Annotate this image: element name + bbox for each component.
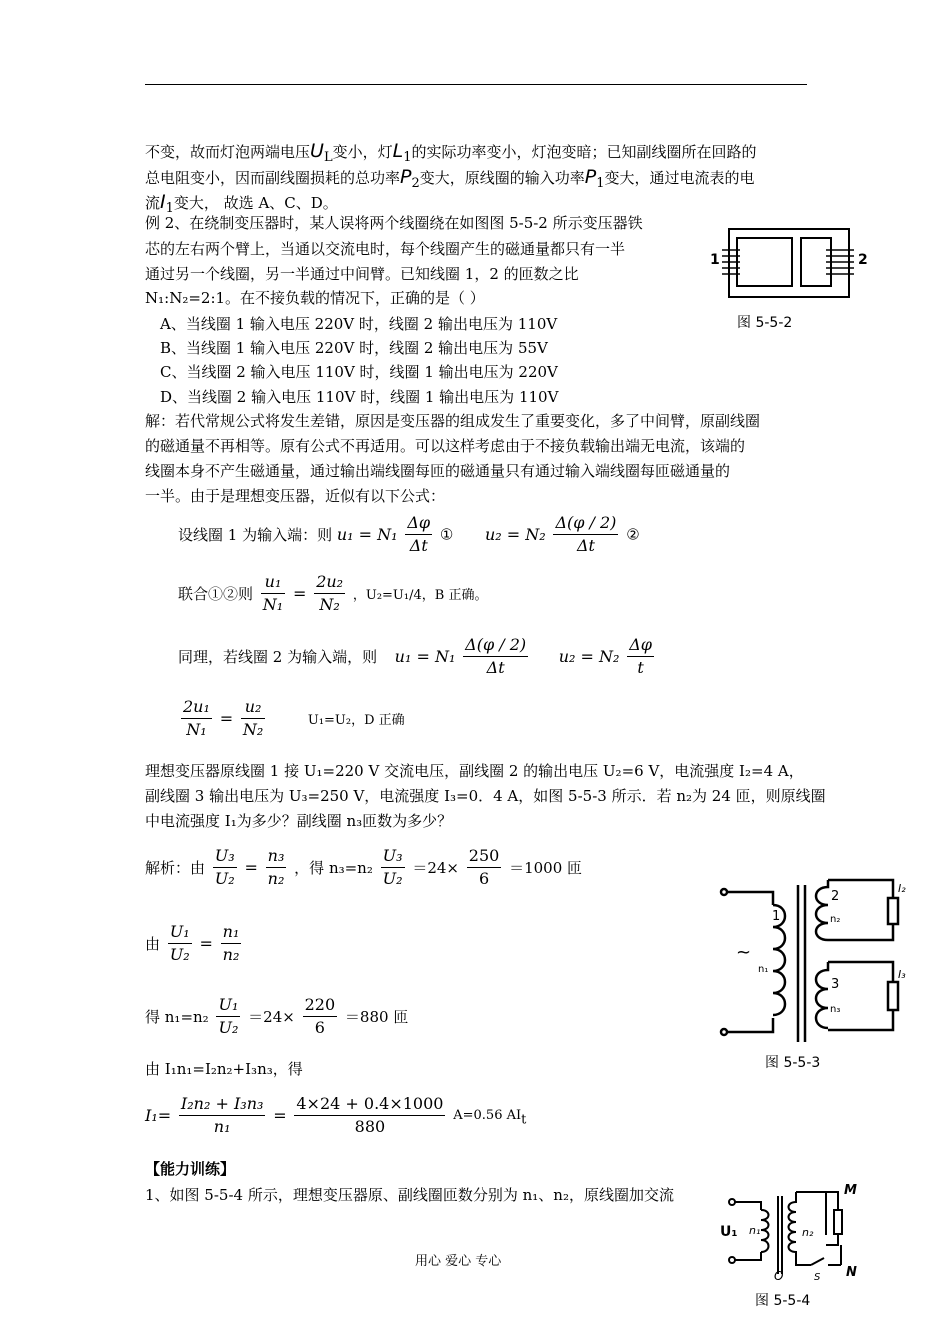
- solution-line3: 线圈本身不产生磁通量，通过输出端线圈每匝的磁通量只有通过输入端线圈每匝磁通量的: [145, 462, 731, 480]
- para1-line2: 总电阻变小，因而副线圈损耗的总功率$P_2$变大，原线圈的输入功率$P_1$变大，通过电流表的电: [145, 166, 755, 191]
- fig-S: S: [814, 1272, 821, 1282]
- solution-line4: 一半。由于是理想变压器，近似有以下公式：: [145, 487, 446, 505]
- para1-line3: 流$I_1$变大， 故选 A、C、D。: [145, 191, 338, 216]
- fig-coil-1: 1: [772, 909, 781, 924]
- example2-line3: 通过另一个线圈，另一半通过中间臂。已知线圈 1，2 的匝数之比: [145, 265, 579, 283]
- fig-U1: U₁: [720, 1224, 738, 1240]
- fig-n3: n₃: [830, 1004, 841, 1015]
- fig-coil-3: 3: [831, 977, 840, 992]
- fig-n1: n₁: [758, 964, 769, 975]
- figure-5-5-2: [708, 220, 868, 300]
- fig-label-2: 2: [858, 252, 868, 268]
- solution-line1: 解：若代常规公式将发生差错，原因是变压器的组成发生了重要变化，多了中间臂，原副线圈: [145, 412, 761, 430]
- fig-coil-2: 2: [831, 889, 840, 904]
- option-a: A、当线圈 1 输入电压 220V 时，线圈 2 输出电压为 110V: [160, 315, 558, 333]
- fig-I2: I₂: [898, 882, 906, 895]
- equation-1: 设线圈 1 为输入端：则 u₁ = N₁ $\frac{\Delta\varphi}{\Delta t}$ ① u₂ = N₂ $\frac{\Delta(\varphi / 2)}{\Delta t}$ ②: [178, 513, 640, 555]
- figure-5-5-3: [718, 860, 918, 1045]
- figure-5-5-2-caption: 图 5-5-2: [737, 315, 793, 331]
- figure-5-5-4-caption: 图 5-5-4: [755, 1293, 811, 1309]
- solution-line2: 的磁通量不再相等。原有公式不再适用。可以这样考虑由于不接负载输出端无电流，该端的: [145, 437, 746, 455]
- fig-n2: n₂: [830, 914, 841, 925]
- training-heading: 【能力训练】: [145, 1160, 236, 1178]
- fig-M: M: [844, 1183, 857, 1198]
- option-c: C、当线圈 2 输入电压 110V 时，线圈 1 输出电压为 220V: [160, 363, 558, 381]
- equation-4: $\frac{\text{2u₁}}{\text{N₁}}$ = $\frac{\text{u₂}}{\text{N₂}}$ U₁=U₂，D 正确: [183, 697, 405, 739]
- example2-line1: 例 2、在绕制变压器时，某人误将两个线圈绕在如图图 5-5-2 所示变压器铁: [145, 214, 643, 232]
- equation-2: 联合①②则 $\frac{\text{u₁}}{\text{N₁}}$ = $\frac{\text{2u₂}}{\text{N₂}}$ ，U₂=U₁/4，B 正确。: [178, 572, 488, 614]
- option-b: B、当线圈 1 输入电压 220V 时，线圈 2 输出电压为 55V: [160, 339, 548, 357]
- option-d: D、当线圈 2 输入电压 110V 时，线圈 1 输出电压为 110V: [160, 388, 559, 406]
- figure-5-5-3-caption: 图 5-5-3: [765, 1055, 821, 1071]
- solution-step-3: 得 n₁=n₂ $\frac{\text{U₁}}{\text{U₂}}$ ＝24× $\frac{220}{6}$ ＝880 匝: [145, 995, 409, 1037]
- fig-n2: n₂: [802, 1226, 814, 1239]
- problem-line2: 副线圈 3 输出电压为 U₃=250 V，电流强度 I₃=0．4 A，如图 5-5-3 所示．若 n₂为 24 匝，则原线圈: [145, 787, 826, 805]
- para1-line1: 不变，故而灯泡两端电压$U_L$变小，灯$L_1$的实际功率变小，灯泡变暗；已知副线圈所在回路的: [145, 140, 757, 165]
- page-footer: 用心 爱心 专心: [415, 1254, 502, 1269]
- header-rule: [145, 84, 807, 85]
- fig-O: O: [774, 1269, 784, 1282]
- solution-step-2: 由 $\frac{\text{U₁}}{\text{U₂}}$ = $\frac{\text{n₁}}{\text{n₂}}$: [145, 922, 240, 964]
- figure-5-5-4: [716, 1180, 866, 1282]
- solution-step-1: 解析：由 $\frac{\text{U₃}}{\text{U₂}}$ = $\frac{\text{n₃}}{\text{n₂}}$ ，得 n₃=n₂ $\frac{\text{U₃}}{\text{U₂}}$ ＝24× $\frac{250}{6}$ ＝1000 匝: [145, 846, 583, 888]
- fig-tilde: ~: [736, 942, 752, 963]
- fig-I3: I₃: [898, 968, 906, 981]
- solution-step-5: I₁= $\frac{\text{I₂n₂ + I₃n₃}}{\text{n₁}}$ = $\frac{4\times 24 + 0.4\times 1000}{880}$ A=0.56 $AI_t$: [145, 1094, 527, 1136]
- fig-label-1: 1: [710, 252, 720, 268]
- problem-line3: 中电流强度 I₁为多少？副线圈 n₃匝数为多少？: [145, 812, 453, 830]
- fig-N: N: [846, 1265, 857, 1280]
- solution-step-4: 由 I₁n₁=I₂n₂+I₃n₃，得: [145, 1060, 303, 1078]
- equation-3: 同理，若线圈 2 为输入端，则 u₁ = N₁ $\frac{\Delta(\varphi / 2)}{\Delta t}$ u₂ = N₂ $\frac{\Delta\varphi}{t}$: [178, 635, 652, 677]
- training-q1: 1、如图 5-5-4 所示，理想变压器原、副线圈匝数分别为 n₁、n₂，原线圈加交流: [145, 1186, 674, 1204]
- problem-line1: 理想变压器原线圈 1 接 U₁=220 V 交流电压，副线圈 2 的输出电压 U₂=6 V，电流强度 I₂=4 A，: [145, 762, 804, 780]
- fig-n1: n₁: [749, 1224, 761, 1237]
- example2-line4: N₁:N₂=2:1。在不接负载的情况下，正确的是（ ）: [145, 289, 485, 307]
- example2-line2: 芯的左右两个臂上，当通以交流电时，每个线圈产生的磁通量都只有一半: [145, 240, 626, 258]
